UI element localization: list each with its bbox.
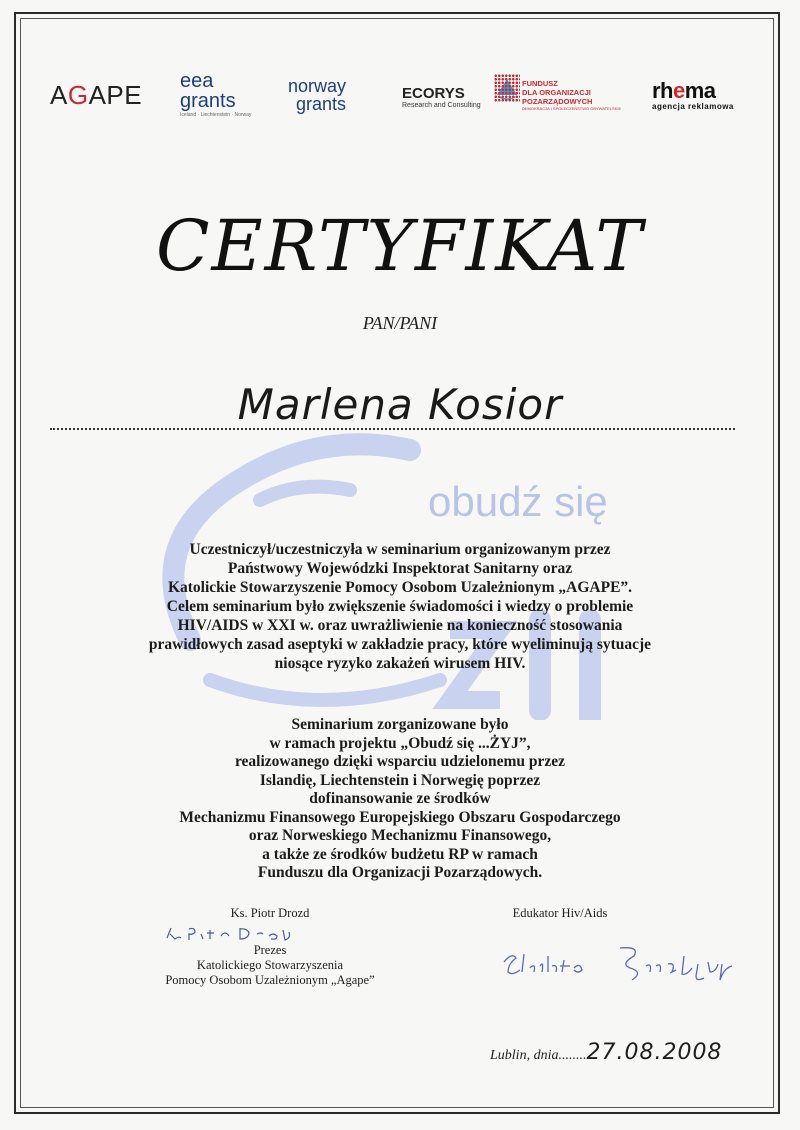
sponsor-logos (40, 72, 760, 118)
certificate-title: CERTYFIKAT (155, 205, 645, 287)
norway-grants-logo: norway grants (288, 76, 347, 114)
president-name: Ks. Piotr Drozd (230, 906, 310, 920)
eea-grants-logo: eea grants Iceland · Liechtenstein · Norway (180, 70, 252, 118)
agape-logo: AGAPE (50, 79, 143, 110)
president-signature-block (120, 906, 420, 988)
salutation: PAN/PANI (362, 313, 438, 333)
date-prefix: Lublin, dnia (490, 1048, 559, 1063)
date-value: 27.08.2008 (586, 1040, 723, 1065)
watermark-text: obudź się (428, 478, 608, 525)
rhema-logo: rhema agencja reklamowa (652, 77, 734, 111)
fundusz-logo: FUNDUSZ DLA ORGANIZACJI POZARZĄDOWYCH DEMOKRACJA I SPOŁECZEŃSTWO OBYWATELSKIE (522, 72, 621, 118)
president-role-1: Prezes (253, 943, 287, 957)
recipient-name: Marlena Kosior (237, 380, 563, 429)
president-role-2: Katolickiego Stowarzyszenia (196, 958, 344, 972)
fundusz-dots-icon (494, 74, 520, 102)
issue-date: Lublin, dnia........27.08.2008 (490, 1040, 723, 1065)
name-dotted-line (50, 428, 735, 430)
educator-signature-block (440, 906, 680, 921)
funding-description: Seminarium zorganizowane było w ramach projektu „Obudź się ...ŻYJ”, realizowanego dzięki wsparciu udzielonemu przez Islandię, Liechtenstein i Norwegię poprzez dofinansowanie ze środków Mechanizmu Finansowego Europejskiego Obszaru Gospodarczego oraz Norweskiego Mechanizmu Finansowego, a także ze środków budżetu RP w ramach Funduszu dla Organizacji Pozarządowych. (179, 716, 621, 881)
educator-role: Edukator Hiv/Aids (512, 906, 608, 920)
ecorys-logo: ECORYS Research and Consulting (402, 74, 481, 120)
educator-signature (500, 942, 740, 984)
president-role-3: Pomocy Osobom Uzależnionym „Agape” (165, 973, 375, 987)
president-signature (165, 924, 295, 944)
seminar-description: Uczestniczył/uczestniczyła w seminarium organizowanym przez Państwowy Wojewódzki Inspektorat Sanitarny oraz Katolickie Stowarzyszenie Pomocy Osobom Uzależnionym „AGAPE”. Celem seminarium było zwiększenie świadomości i wiedzy o problemie HIV/AIDS w XXI w. oraz uwrażliwienie na konieczność stosowania prawidłowych zasad aseptyki w zakładzie pracy, które wyeliminują sytuacje niosące ryzyko zakażeń wirusem HIV. (148, 541, 652, 672)
